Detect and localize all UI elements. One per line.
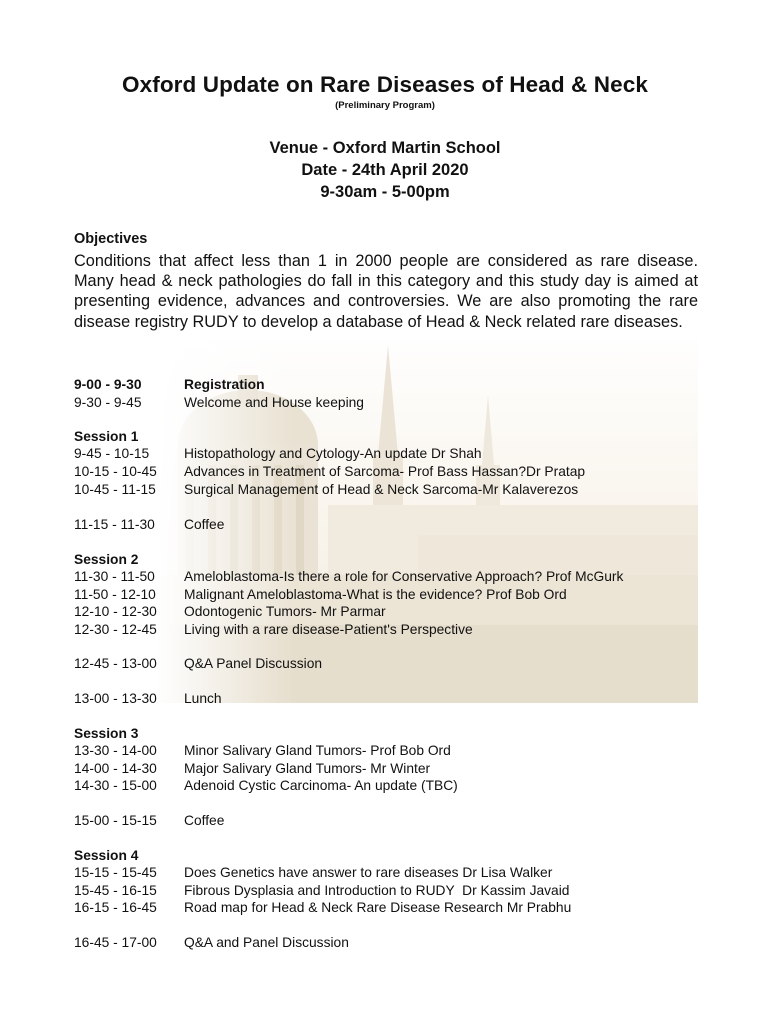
row-desc: Fibrous Dysplasia and Introduction to RUDY Dr Kassim Javaid (184, 883, 570, 898)
date-line: Date - 24th April 2020 (301, 161, 469, 179)
row-desc: Advances in Treatment of Sarcoma- Prof Bass Hassan?Dr Pratap (184, 464, 586, 479)
row-time: 13-30 - 14-00 (74, 743, 157, 758)
row-desc: Living with a rare disease-Patient's Perspective (184, 622, 473, 637)
schedule-row (74, 569, 623, 584)
objectives-text: Conditions that affect less than 1 in 2000 people are considered as rare disease. Many head & neck pathologies do fall in this category and this study day is aimed at presenting evidence, advances and controversies. We are also promoting the rare disease registry RUDY to develop a database of Head & Neck related rare diseases. (74, 252, 698, 331)
schedule-row-qa-2 (74, 935, 349, 950)
schedule-row-coffee-2 (74, 813, 224, 828)
row-time: 9-00 - 9-30 (74, 377, 142, 392)
row-time: 16-15 - 16-45 (74, 900, 157, 915)
schedule-row (74, 743, 451, 758)
row-desc: Does Genetics have answer to rare diseases Dr Lisa Walker (184, 865, 553, 880)
row-desc: Minor Salivary Gland Tumors- Prof Bob Ord (184, 743, 451, 758)
row-desc: Adenoid Cystic Carcinoma- An update (TBC) (184, 778, 458, 793)
row-desc: Ameloblastoma-Is there a role for Conservative Approach? Prof McGurk (184, 569, 624, 584)
schedule-row (74, 622, 473, 637)
row-time: 10-15 - 10-45 (74, 464, 157, 479)
schedule-row (74, 604, 386, 619)
row-time: 12-10 - 12-30 (74, 604, 157, 619)
row-time: 12-45 - 13-00 (74, 656, 157, 671)
session-3-heading: Session 3 (74, 726, 139, 741)
schedule-row (74, 761, 430, 776)
schedule-row-registration (74, 377, 265, 392)
row-desc: Coffee (184, 813, 225, 828)
schedule-row (74, 587, 567, 602)
row-time: 11-50 - 12-10 (74, 587, 156, 602)
row-desc: Surgical Management of Head & Neck Sarcoma-Mr Kalaverezos (184, 482, 579, 497)
row-desc: Welcome and House keeping (184, 395, 364, 410)
row-time: 9-45 - 10-15 (74, 446, 150, 461)
schedule-row (74, 883, 569, 898)
objectives-heading: Objectives (74, 231, 148, 247)
schedule-row-welcome (74, 395, 364, 410)
row-time: 11-30 - 11-50 (74, 569, 155, 584)
schedule-row (74, 464, 585, 479)
session-1-heading: Session 1 (74, 429, 139, 444)
row-desc: Q&A Panel Discussion (184, 656, 323, 671)
row-time: 15-15 - 15-45 (74, 865, 157, 880)
session-4-heading: Session 4 (74, 848, 139, 863)
row-desc: Odontogenic Tumors- Mr Parmar (184, 604, 386, 619)
row-desc: Registration (184, 377, 265, 392)
row-time: 13-00 - 13-30 (74, 691, 157, 706)
schedule-row (74, 865, 552, 880)
schedule-row-qa-1 (74, 656, 322, 671)
row-time: 15-45 - 16-15 (74, 883, 157, 898)
row-time: 9-30 - 9-45 (74, 395, 142, 410)
schedule-row-lunch (74, 691, 222, 706)
row-time: 16-45 - 17-00 (74, 935, 157, 950)
schedule-row (74, 900, 571, 915)
schedule-row-coffee-1 (74, 517, 224, 532)
row-desc: Lunch (184, 691, 222, 706)
row-time: 14-00 - 14-30 (74, 761, 157, 776)
row-time: 14-30 - 15-00 (74, 778, 157, 793)
row-desc: Histopathology and Cytology-An update Dr Shah (184, 446, 482, 461)
venue-line: Venue - Oxford Martin School (269, 139, 501, 157)
row-desc: Coffee (184, 517, 225, 532)
row-time: 15-00 - 15-15 (74, 813, 157, 828)
row-time: 11-15 - 11-30 (74, 517, 155, 532)
row-desc: Malignant Ameloblastoma-What is the evidence? Prof Bob Ord (184, 587, 567, 602)
session-2-heading: Session 2 (74, 552, 139, 567)
document-title: Oxford Update on Rare Diseases of Head & Neck (122, 72, 648, 97)
row-desc: Major Salivary Gland Tumors- Mr Winter (184, 761, 431, 776)
schedule-row (74, 446, 482, 461)
schedule-row (74, 482, 578, 497)
time-line: 9-30am - 5-00pm (320, 183, 450, 201)
row-desc: Road map for Head & Neck Rare Disease Research Mr Prabhu (184, 900, 572, 915)
row-time: 12-30 - 12-45 (74, 622, 157, 637)
row-time: 10-45 - 11-15 (74, 482, 156, 497)
schedule-row (74, 778, 458, 793)
document-subtitle: (Preliminary Program) (335, 100, 435, 111)
row-desc: Q&A and Panel Discussion (184, 935, 349, 950)
